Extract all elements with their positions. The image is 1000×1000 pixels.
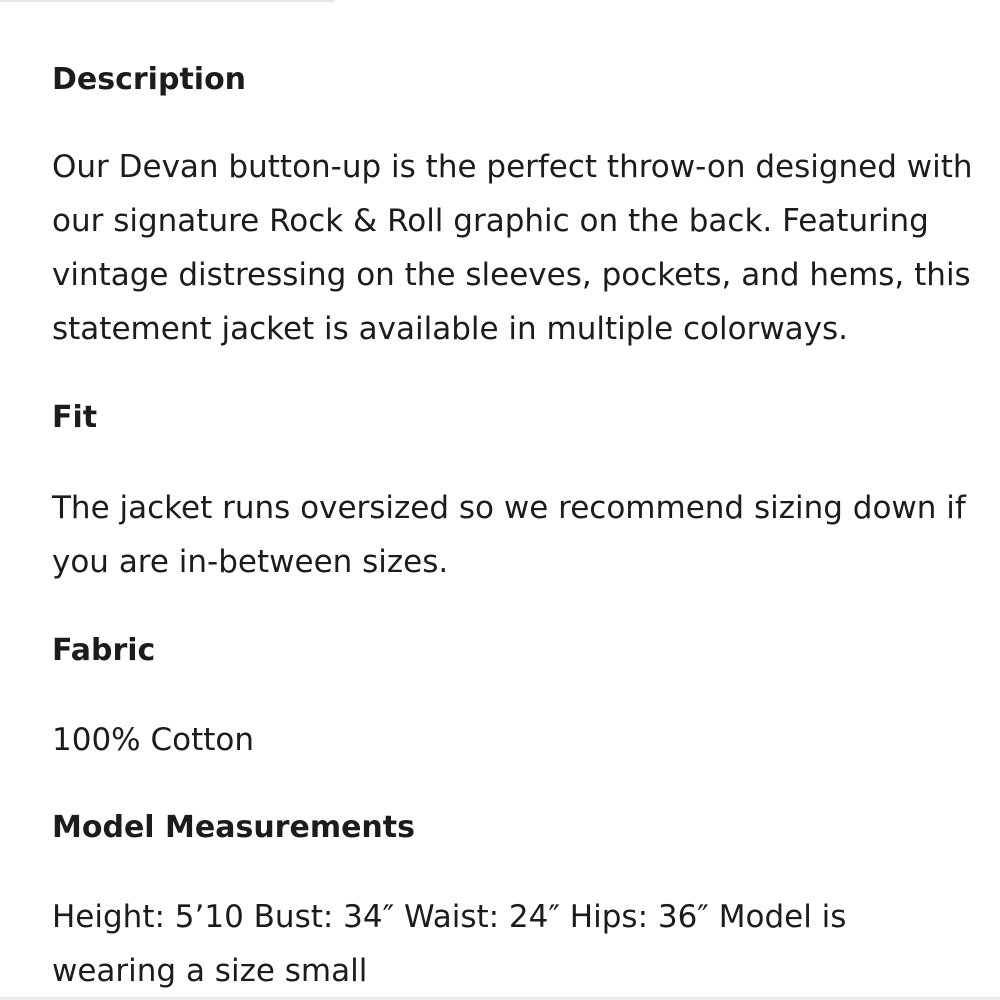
fit-text <box>52 481 966 589</box>
description-heading: Description <box>52 62 247 97</box>
fit-line: The jacket runs oversized so we recommend sizing down if <box>52 490 966 526</box>
model-measurements-text <box>52 890 846 998</box>
fabric-heading: Fabric <box>52 633 156 668</box>
model-measurements-heading: Model Measurements <box>52 810 415 845</box>
fit-line: you are in-between sizes. <box>52 544 449 580</box>
description-line: our signature Rock & Roll graphic on the back. Featuring <box>52 203 929 239</box>
description-line: statement jacket is available in multiple colorways. <box>52 311 849 347</box>
fit-heading: Fit <box>52 400 98 435</box>
top-divider <box>0 0 335 2</box>
fabric-line: 100% Cotton <box>52 722 255 758</box>
model-measurements-line: wearing a size small <box>52 953 368 989</box>
description-text <box>52 140 973 356</box>
model-measurements-line: Height: 5’10 Bust: 34″ Waist: 24″ Hips: 36″ Model is <box>52 899 847 935</box>
description-line: Our Devan button-up is the perfect throw-on designed with <box>52 149 973 185</box>
description-line: vintage distressing on the sleeves, pockets, and hems, this <box>52 257 971 293</box>
fabric-text <box>52 713 254 767</box>
